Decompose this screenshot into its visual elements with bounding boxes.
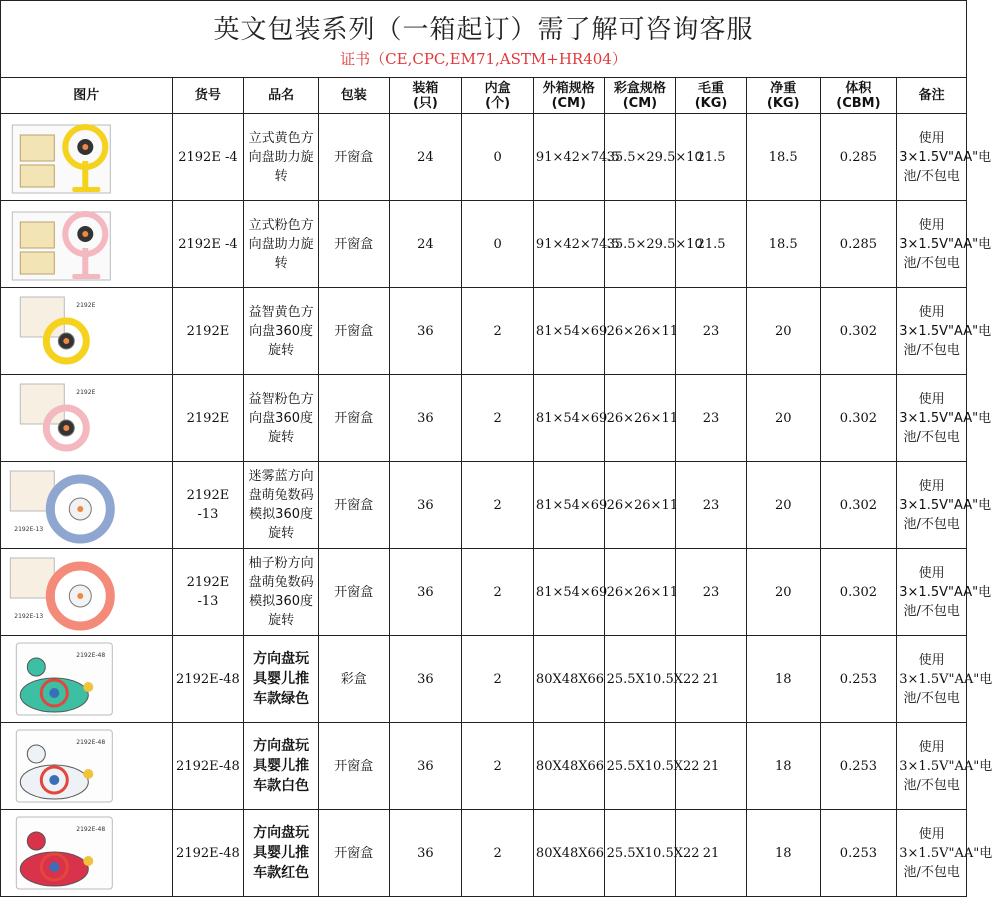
box-size-cell: 26×26×11 xyxy=(604,549,676,636)
product-name-cell: 立式黄色方向盘助力旋转 xyxy=(244,114,319,201)
case-qty-cell: 24 xyxy=(389,114,462,201)
gross-weight-cell: 21 xyxy=(676,636,747,723)
note-cell: 使用3×1.5V"AA"电池/不包电 xyxy=(897,636,967,723)
product-image-cell xyxy=(1,462,173,549)
pink-bunny-steering-wheel-photo xyxy=(3,552,170,632)
sku-cell: 2192E-48 xyxy=(172,810,244,897)
product-image-cell xyxy=(1,810,173,897)
gross-weight-cell: 21 xyxy=(676,810,747,897)
inner-box-cell: 2 xyxy=(462,723,534,810)
product-name-cell: 益智粉色方向盘360度旋转 xyxy=(244,375,319,462)
sku-cell: 2192E-48 xyxy=(172,636,244,723)
table-row xyxy=(1,723,967,810)
volume-cell: 0.302 xyxy=(820,375,897,462)
gross-weight-cell: 23 xyxy=(676,462,747,549)
green-stroller-steering-wheel-photo xyxy=(3,639,170,719)
sku-cell: 2192E xyxy=(172,375,244,462)
inner-box-cell: 2 xyxy=(462,462,534,549)
inner-box-cell: 2 xyxy=(462,636,534,723)
box-size-cell: 26×26×11 xyxy=(604,375,676,462)
product-table xyxy=(0,77,992,897)
svg-text:2192E-48: 2192E-48 xyxy=(76,739,106,746)
note-cell: 使用3×1.5V"AA"电池/不包电 xyxy=(897,549,967,636)
packaging-cell: 开窗盒 xyxy=(318,114,389,201)
net-weight-cell: 20 xyxy=(746,288,820,375)
product-image-cell xyxy=(1,549,173,636)
inner-box-cell: 2 xyxy=(462,549,534,636)
svg-text:2192E: 2192E xyxy=(76,302,96,309)
page-title: 英文包装系列（一箱起订）需了解可咨询客服 xyxy=(213,15,754,45)
gross-weight-cell: 23 xyxy=(676,288,747,375)
product-name-cell: 方向盘玩具婴儿推车款红色 xyxy=(244,810,319,897)
note-cell: 使用3×1.5V"AA"电池/不包电 xyxy=(897,201,967,288)
product-name-cell: 方向盘玩具婴儿推车款白色 xyxy=(244,723,319,810)
pink-stand-steering-wheel-photo xyxy=(3,204,170,284)
packaging-cell: 开窗盒 xyxy=(318,462,389,549)
white-stroller-steering-wheel-photo xyxy=(3,726,170,806)
volume-cell: 0.302 xyxy=(820,288,897,375)
volume-cell: 0.285 xyxy=(820,201,897,288)
carton-size-cell: 91×42×74.5 xyxy=(533,114,604,201)
box-size-cell: 25.5X10.5X22 xyxy=(604,636,676,723)
pink-steering-wheel-photo xyxy=(3,378,170,458)
case-qty-cell: 36 xyxy=(389,810,462,897)
note-cell: 使用3×1.5V"AA"电池/不包电 xyxy=(897,375,967,462)
yellow-steering-wheel-photo xyxy=(3,291,170,371)
carton-size-cell: 81×54×69 xyxy=(533,462,604,549)
case-qty-cell: 36 xyxy=(389,549,462,636)
case-qty-cell: 36 xyxy=(389,288,462,375)
gross-weight-cell: 23 xyxy=(676,549,747,636)
sku-cell: 2192E-48 xyxy=(172,723,244,810)
product-name-cell: 方向盘玩具婴儿推车款绿色 xyxy=(244,636,319,723)
blue-bunny-steering-wheel-photo xyxy=(3,465,170,545)
volume-cell: 0.302 xyxy=(820,462,897,549)
gross-weight-cell: 23 xyxy=(676,375,747,462)
carton-size-cell: 81×54×69 xyxy=(533,375,604,462)
carton-size-cell: 81×54×69 xyxy=(533,549,604,636)
product-image-cell xyxy=(1,636,173,723)
net-weight-cell: 18.5 xyxy=(746,114,820,201)
column-header: 体积 (CBM) xyxy=(820,78,897,114)
column-header: 彩盒规格 (CM) xyxy=(604,78,676,114)
product-image-cell xyxy=(1,723,173,810)
sku-cell: 2192E -13 xyxy=(172,462,244,549)
box-size-cell: 26×26×11 xyxy=(604,288,676,375)
note-cell: 使用3×1.5V"AA"电池/不包电 xyxy=(897,810,967,897)
gross-weight-cell: 21 xyxy=(676,723,747,810)
column-header: 装箱 (只) xyxy=(389,78,462,114)
product-name-cell: 柚子粉方向盘萌兔数码模拟360度旋转 xyxy=(244,549,319,636)
product-image-cell xyxy=(1,288,173,375)
net-weight-cell: 18 xyxy=(746,723,820,810)
product-image-cell xyxy=(1,375,173,462)
net-weight-cell: 18.5 xyxy=(746,201,820,288)
packaging-cell: 开窗盒 xyxy=(318,375,389,462)
column-header: 货号 xyxy=(172,78,244,114)
volume-cell: 0.253 xyxy=(820,636,897,723)
net-weight-cell: 20 xyxy=(746,462,820,549)
box-size-cell: 25.5X10.5X22 xyxy=(604,810,676,897)
note-cell: 使用3×1.5V"AA"电池/不包电 xyxy=(897,288,967,375)
svg-text:2192E: 2192E xyxy=(76,389,96,396)
column-header: 图片 xyxy=(1,78,173,114)
sku-cell: 2192E -4 xyxy=(172,201,244,288)
gross-weight-cell: 21.5 xyxy=(676,201,747,288)
gross-weight-cell: 21.5 xyxy=(676,114,747,201)
sku-cell: 2192E xyxy=(172,288,244,375)
svg-text:2192E-48: 2192E-48 xyxy=(76,826,106,833)
volume-cell: 0.302 xyxy=(820,549,897,636)
inner-box-cell: 0 xyxy=(462,201,534,288)
product-image-cell xyxy=(1,201,173,288)
certificates-line: 证书（CE,CPC,EM71,ASTM+HR404） xyxy=(340,50,627,68)
note-cell: 使用3×1.5V"AA"电池/不包电 xyxy=(897,462,967,549)
box-size-cell: 35.5×29.5×10 xyxy=(604,114,676,201)
carton-size-cell: 80X48X66 xyxy=(533,723,604,810)
sku-cell: 2192E -13 xyxy=(172,549,244,636)
product-image-cell xyxy=(1,114,173,201)
svg-text:2192E-48: 2192E-48 xyxy=(76,652,106,659)
carton-size-cell: 80X48X66 xyxy=(533,636,604,723)
inner-box-cell: 0 xyxy=(462,114,534,201)
table-row xyxy=(1,201,967,288)
sku-cell: 2192E -4 xyxy=(172,114,244,201)
table-row xyxy=(1,810,967,897)
net-weight-cell: 18 xyxy=(746,636,820,723)
column-header: 毛重 (KG) xyxy=(676,78,747,114)
table-row xyxy=(1,375,967,462)
case-qty-cell: 36 xyxy=(389,462,462,549)
carton-size-cell: 81×54×69 xyxy=(533,288,604,375)
packaging-cell: 开窗盒 xyxy=(318,810,389,897)
product-name-cell: 迷雾蓝方向盘萌兔数码模拟360度旋转 xyxy=(244,462,319,549)
product-name-cell: 益智黄色方向盘360度旋转 xyxy=(244,288,319,375)
column-header: 品名 xyxy=(244,78,319,114)
svg-text:2192E-13: 2192E-13 xyxy=(14,613,44,620)
inner-box-cell: 2 xyxy=(462,810,534,897)
packaging-cell: 彩盒 xyxy=(318,636,389,723)
column-header: 净重 (KG) xyxy=(746,78,820,114)
case-qty-cell: 36 xyxy=(389,723,462,810)
column-header: 外箱规格 (CM) xyxy=(533,78,604,114)
carton-size-cell: 91×42×74.5 xyxy=(533,201,604,288)
table-header-row xyxy=(1,78,967,114)
inner-box-cell: 2 xyxy=(462,375,534,462)
case-qty-cell: 36 xyxy=(389,375,462,462)
note-cell: 使用3×1.5V"AA"电池/不包电 xyxy=(897,723,967,810)
red-stroller-steering-wheel-photo xyxy=(3,813,170,893)
sheet-header xyxy=(0,0,967,78)
note-cell: 使用3×1.5V"AA"电池/不包电 xyxy=(897,114,967,201)
packaging-cell: 开窗盒 xyxy=(318,201,389,288)
net-weight-cell: 18 xyxy=(746,810,820,897)
column-header: 内盒 (个) xyxy=(462,78,534,114)
net-weight-cell: 20 xyxy=(746,549,820,636)
svg-text:2192E-13: 2192E-13 xyxy=(14,526,44,533)
box-size-cell: 35.5×29.5×10 xyxy=(604,201,676,288)
packaging-cell: 开窗盒 xyxy=(318,549,389,636)
inner-box-cell: 2 xyxy=(462,288,534,375)
carton-size-cell: 80X48X66 xyxy=(533,810,604,897)
table-row xyxy=(1,114,967,201)
packaging-cell: 开窗盒 xyxy=(318,723,389,810)
volume-cell: 0.285 xyxy=(820,114,897,201)
column-header: 包装 xyxy=(318,78,389,114)
volume-cell: 0.253 xyxy=(820,723,897,810)
net-weight-cell: 20 xyxy=(746,375,820,462)
table-row xyxy=(1,549,967,636)
table-row xyxy=(1,288,967,375)
table-row xyxy=(1,636,967,723)
volume-cell: 0.253 xyxy=(820,810,897,897)
box-size-cell: 25.5X10.5X22 xyxy=(604,723,676,810)
case-qty-cell: 24 xyxy=(389,201,462,288)
yellow-stand-steering-wheel-photo xyxy=(3,117,170,197)
table-row xyxy=(1,462,967,549)
box-size-cell: 26×26×11 xyxy=(604,462,676,549)
product-name-cell: 立式粉色方向盘助力旋转 xyxy=(244,201,319,288)
case-qty-cell: 36 xyxy=(389,636,462,723)
column-header: 备注 xyxy=(897,78,967,114)
packaging-cell: 开窗盒 xyxy=(318,288,389,375)
